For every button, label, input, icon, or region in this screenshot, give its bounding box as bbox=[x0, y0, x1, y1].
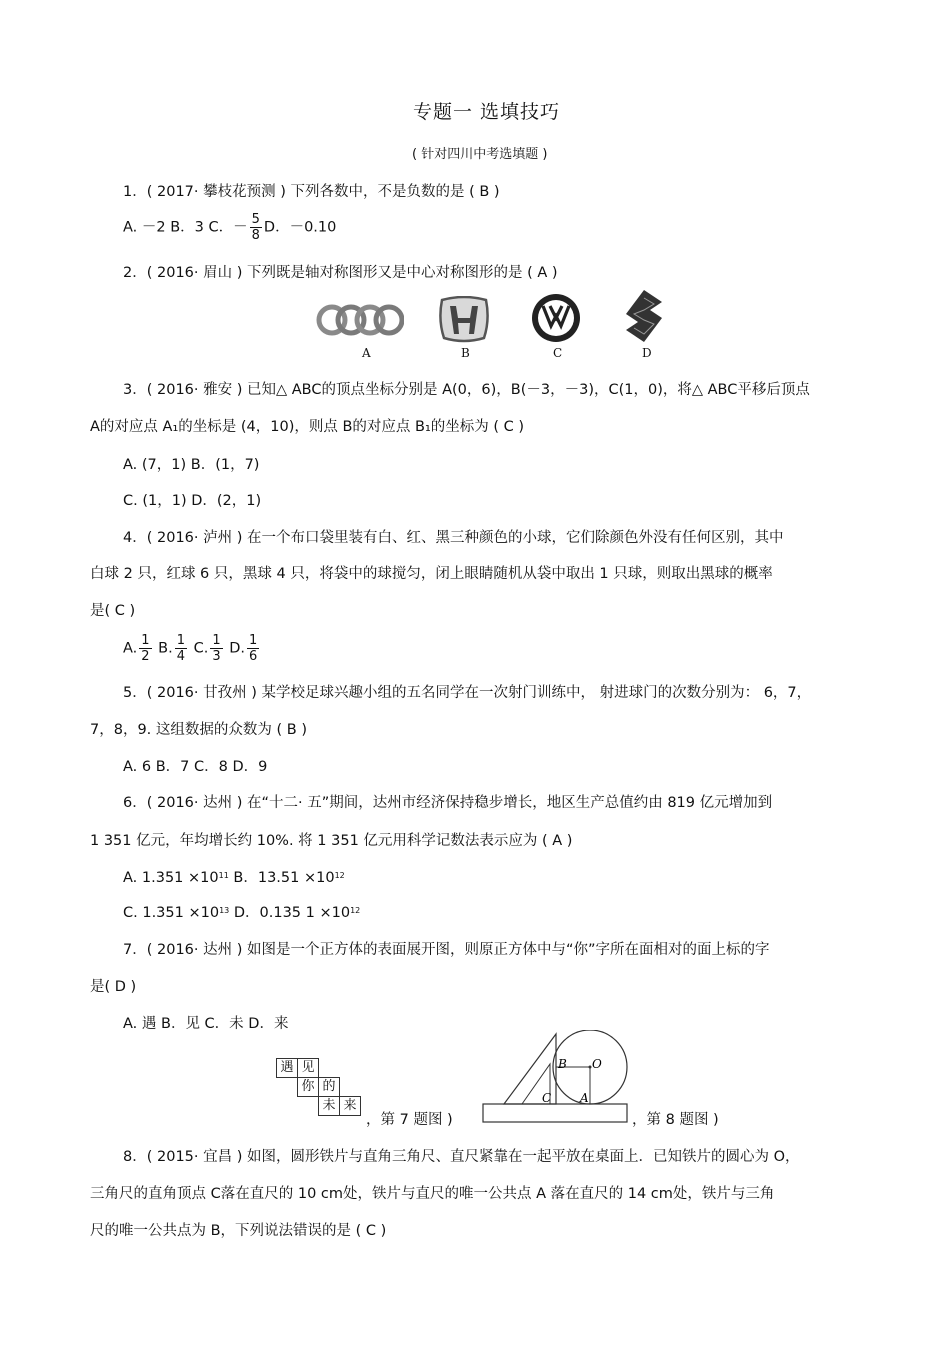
q4-opt-d-den: 6 bbox=[249, 649, 258, 664]
q4-opt-d-num: 1 bbox=[249, 633, 258, 648]
q4-opt-c-num: 1 bbox=[212, 633, 221, 648]
q7-options: A. 遇 B．见 C．未 D．来 bbox=[123, 1016, 289, 1032]
q4-opt-c-fraction bbox=[210, 633, 222, 664]
page-subtitle: ( 针对四川中考选填题 ) bbox=[412, 147, 548, 162]
q2-label-b: B bbox=[461, 346, 470, 360]
q6-options-ab bbox=[123, 868, 345, 888]
q4-opt-c-den: 3 bbox=[212, 649, 221, 664]
q1-options-rest: D．－0.10 bbox=[263, 219, 337, 236]
q4-line-2: 白球 2 只，红球 6 只，黑球 4 只，将袋中的球搅匀，闭上眼睛随机从袋中取出 1 只球，则取出黑球的概率 bbox=[90, 566, 773, 582]
q6-opt-b: B．13.51 ×10 bbox=[228, 870, 335, 886]
net-cell: 见 bbox=[297, 1058, 319, 1078]
net-cell: 遇 bbox=[276, 1058, 298, 1078]
q6-opt-a-exp: 11 bbox=[218, 871, 229, 880]
q6-opt-c-exp: 13 bbox=[219, 906, 230, 915]
audi-logo-icon bbox=[316, 302, 404, 342]
q3-line-1: 3．( 2016· 雅安 ) 已知△ ABC的顶点坐标分别是 A(0，6)，B(－3，－3)，C(1，0)，将△ ABC平移后顶点 bbox=[123, 382, 810, 398]
fig8-label-a: A bbox=[580, 1091, 589, 1105]
q6-line-2: 1 351 亿元，年均增长约 10%. 将 1 351 亿元用科学记数法表示应为 ( A ) bbox=[90, 833, 573, 849]
q2-label-d: D bbox=[642, 346, 652, 360]
q8-line-2: 三角尺的直角顶点 C落在直尺的 10 cm处，铁片与直尺的唯一公共点 A 落在直尺的 14 cm处，铁片与三角 bbox=[90, 1186, 775, 1202]
q6-opt-c: C. 1.351 ×10 bbox=[123, 905, 220, 921]
fig8-geometry-figure bbox=[482, 1030, 632, 1126]
q5-line-2: 7，8，9. 这组数据的众数为 ( B ) bbox=[90, 722, 307, 738]
q4-opt-a-label: A. bbox=[123, 640, 138, 657]
q6-opt-a: A. 1.351 ×10 bbox=[123, 870, 219, 886]
q2-logo-figure bbox=[310, 286, 670, 366]
honda-logo-icon bbox=[436, 296, 492, 344]
q5-line-1: 5．( 2016· 甘孜州 ) 某学校足球兴趣小组的五名同学在一次射门训练中， 射进球门的次数分别为： 6，7， bbox=[123, 685, 812, 701]
q4-opt-b-label: B. bbox=[158, 640, 173, 657]
q4-opt-d-fraction bbox=[247, 633, 259, 664]
q4-opt-c-label: C. bbox=[193, 640, 209, 657]
page-title: 专题一 选填技巧 bbox=[413, 101, 561, 123]
q1-options bbox=[123, 212, 336, 243]
fig8-label-b: B bbox=[558, 1057, 567, 1071]
q6-opt-b-exp: 12 bbox=[334, 871, 345, 880]
q3-options-cd: C. (1，1) D．(2，1) bbox=[123, 493, 262, 509]
net-cell: 未 bbox=[318, 1096, 340, 1116]
fig8-label-c: C bbox=[542, 1091, 552, 1105]
q1-stem: 1．( 2017· 攀枝花预测 ) 下列各数中，不是负数的是 ( B ) bbox=[123, 184, 500, 200]
q6-line-1: 6．( 2016· 达州 ) 在“十二· 五”期间，达州市经济保持稳步增长，地区生产总值约由 819 亿元增加到 bbox=[123, 795, 773, 811]
q1-options-a: A. －2 B．3 C．－ bbox=[123, 219, 248, 236]
q8-line-3: 尺的唯一公共点为 B，下列说法错误的是 ( C ) bbox=[90, 1223, 387, 1239]
net-cell: 的 bbox=[318, 1077, 340, 1097]
q4-line-1: 4．( 2016· 泸州 ) 在一个布口袋里装有白、红、黑三种颜色的小球，它们除颜色外没有任何区别，其中 bbox=[123, 530, 784, 546]
q1-frac-den: 8 bbox=[251, 228, 260, 243]
q4-line-3: 是( C ) bbox=[90, 603, 136, 619]
q8-line-1: 8．( 2015· 宜昌 ) 如图，圆形铁片与直角三角尺、直尺紧靠在一起平放在桌面上．已知铁片的圆心为 O， bbox=[123, 1149, 800, 1165]
volkswagen-logo-icon bbox=[530, 292, 582, 344]
q4-opt-b-fraction bbox=[175, 633, 187, 664]
q7-line-2: 是( D ) bbox=[90, 979, 137, 995]
fig8-label-o: O bbox=[592, 1057, 602, 1071]
net-cell: 你 bbox=[297, 1077, 319, 1097]
fig7-caption: ，第 7 题图 ) bbox=[366, 1112, 453, 1128]
q1-fraction bbox=[250, 212, 262, 243]
q5-options: A. 6 B．7 C．8 D．9 bbox=[123, 759, 268, 775]
q2-label-c: C bbox=[553, 346, 563, 360]
q3-options-ab: A. (7，1) B．(1，7) bbox=[123, 457, 260, 473]
q2-label-a: A bbox=[362, 346, 371, 360]
q4-opt-a-den: 2 bbox=[141, 649, 150, 664]
fig8-caption: ，第 8 题图 ) bbox=[632, 1112, 719, 1128]
q1-frac-num: 5 bbox=[251, 212, 260, 227]
q4-opt-b-num: 1 bbox=[176, 633, 186, 648]
q4-opt-a-fraction bbox=[139, 633, 151, 664]
q3-line-2: A的对应点 A₁的坐标是 (4，10)，则点 B的对应点 B₁的坐标为 ( C ) bbox=[90, 419, 525, 435]
q4-opt-d-label: D. bbox=[229, 640, 246, 657]
suzuki-logo-icon bbox=[622, 288, 666, 344]
q6-options-cd bbox=[123, 903, 360, 923]
q4-opt-a-num: 1 bbox=[141, 633, 150, 648]
q6-opt-d: D．0.135 1 ×10 bbox=[229, 905, 351, 921]
net-cell: 来 bbox=[339, 1096, 361, 1116]
q6-opt-d-exp: 12 bbox=[350, 906, 361, 915]
q2-stem: 2．( 2016· 眉山 ) 下列既是轴对称图形又是中心对称图形的是 ( A ) bbox=[123, 265, 558, 281]
q4-options bbox=[123, 633, 261, 664]
q4-opt-b-den: 4 bbox=[176, 649, 186, 664]
q7-line-1: 7．( 2016· 达州 ) 如图是一个正方体的表面展开图，则原正方体中与“你”字所在面相对的面上标的字 bbox=[123, 942, 770, 958]
